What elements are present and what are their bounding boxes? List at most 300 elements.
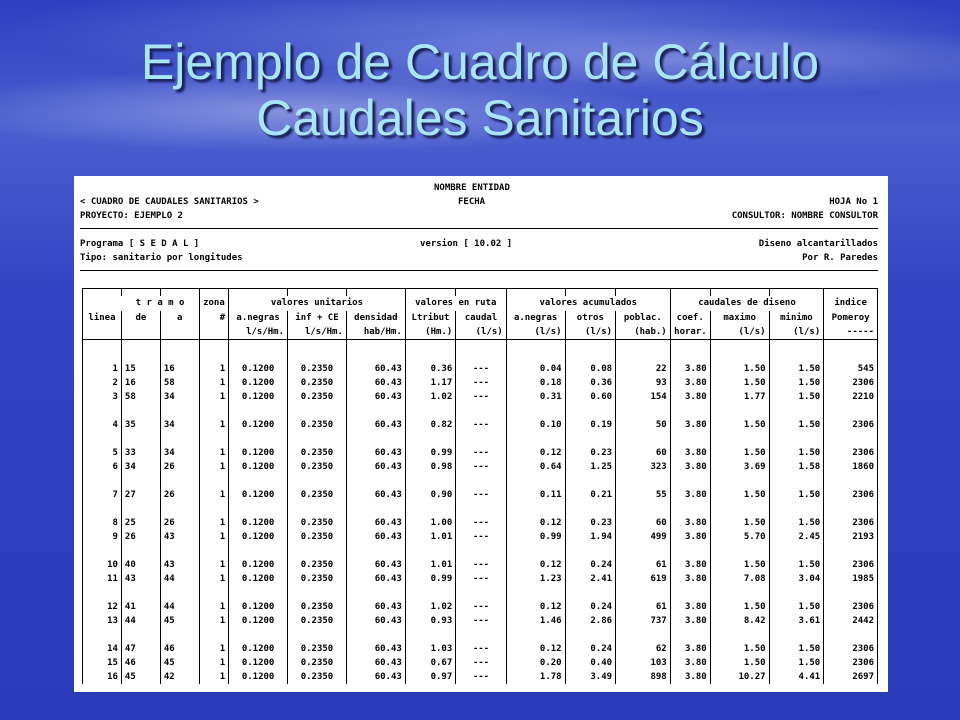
table-cell: 0.36 <box>565 376 615 390</box>
group-header-zona: zona <box>199 296 228 311</box>
table-cell: 41 <box>121 600 160 614</box>
table-cell: 1.50 <box>710 642 769 656</box>
table-cell <box>160 544 199 558</box>
table-cell: (l/s) <box>506 325 565 340</box>
table-cell: 0.97 <box>405 670 455 684</box>
table-row <box>83 642 878 656</box>
table-cell <box>616 502 671 516</box>
table-cell: 154 <box>616 390 671 404</box>
table-cell <box>346 474 405 488</box>
table-cell: 0.98 <box>405 460 455 474</box>
table-cell: 2306 <box>824 488 878 502</box>
table-cell: --- <box>456 642 506 656</box>
table-cell: --- <box>456 362 506 376</box>
table-cell <box>769 340 824 349</box>
table-cell: 1.50 <box>710 376 769 390</box>
table-cell <box>670 628 710 642</box>
table-cell: 26 <box>121 530 160 544</box>
table-cell: 2306 <box>824 516 878 530</box>
table-cell: 45 <box>160 656 199 670</box>
table-cell: 60.43 <box>346 418 405 432</box>
table-cell <box>199 432 228 446</box>
blank-row <box>83 348 878 362</box>
table-cell <box>616 340 671 349</box>
table-cell: 0.18 <box>506 376 565 390</box>
table-cell: 2306 <box>824 600 878 614</box>
table-cell <box>710 628 769 642</box>
table-row <box>83 362 878 376</box>
table-cell: 0.04 <box>506 362 565 376</box>
table-cell: caudal <box>456 311 506 325</box>
table-cell: --- <box>456 600 506 614</box>
table-cell <box>824 628 878 642</box>
table-cell <box>83 586 122 600</box>
table-cell <box>824 348 878 362</box>
table-cell <box>670 474 710 488</box>
table-cell <box>616 628 671 642</box>
table-cell <box>288 628 347 642</box>
table-cell: 60.43 <box>346 516 405 530</box>
table-cell: 0.99 <box>506 530 565 544</box>
table-cell <box>710 348 769 362</box>
table-cell: --- <box>456 446 506 460</box>
table-cell: 16 <box>121 376 160 390</box>
table-cell: 2306 <box>824 418 878 432</box>
table-cell <box>456 586 506 600</box>
table-cell: 0.60 <box>565 390 615 404</box>
table-cell: horar. <box>670 325 710 340</box>
table-cell: 1.50 <box>769 516 824 530</box>
table-cell: 2.45 <box>769 530 824 544</box>
table-cell: 40 <box>121 558 160 572</box>
table-row <box>83 656 878 670</box>
table-cell <box>565 340 615 349</box>
table-row <box>83 418 878 432</box>
table-cell: 0.1200 <box>229 530 288 544</box>
table-cell: 60 <box>616 446 671 460</box>
table-cell: 45 <box>121 670 160 684</box>
table-cell: linea <box>83 311 122 325</box>
table-cell: 61 <box>616 558 671 572</box>
table-cell: 1 <box>199 516 228 530</box>
table-cell <box>670 432 710 446</box>
table-cell: 60.43 <box>346 376 405 390</box>
header-divider <box>80 228 878 229</box>
table-cell: 0.99 <box>405 572 455 586</box>
table-top-border <box>83 289 878 297</box>
table-cell: de <box>121 311 160 325</box>
table-cell <box>506 544 565 558</box>
table-row <box>83 460 878 474</box>
table-cell: 0.2350 <box>288 418 347 432</box>
table-cell: 26 <box>160 460 199 474</box>
table-cell: 1.50 <box>769 488 824 502</box>
table-cell: 1.77 <box>710 390 769 404</box>
table-cell: 0.21 <box>565 488 615 502</box>
table-cell: --- <box>456 614 506 628</box>
table-cell <box>229 502 288 516</box>
table-cell <box>199 404 228 418</box>
table-cell <box>670 348 710 362</box>
table-cell: 0.90 <box>405 488 455 502</box>
table-cell <box>346 544 405 558</box>
entity-name: NOMBRE ENTIDAD <box>434 183 510 193</box>
table-cell <box>456 628 506 642</box>
table-cell: 0.23 <box>565 516 615 530</box>
table-cell: 545 <box>824 362 878 376</box>
table-cell: 34 <box>160 418 199 432</box>
table-cell: 11 <box>83 572 122 586</box>
table-cell <box>565 432 615 446</box>
table-cell: 8.42 <box>710 614 769 628</box>
group-header-row <box>83 296 878 311</box>
group-header-indice: indice <box>824 296 878 311</box>
table-cell: 16 <box>160 362 199 376</box>
table-cell <box>121 348 160 362</box>
table-cell: 22 <box>616 362 671 376</box>
table-cell: (l/s) <box>565 325 615 340</box>
table-cell <box>506 340 565 349</box>
table-cell <box>199 502 228 516</box>
blank-row <box>83 586 878 600</box>
table-cell <box>83 474 122 488</box>
table-cell: Pomeroy <box>824 311 878 325</box>
table-cell <box>824 432 878 446</box>
table-cell <box>506 348 565 362</box>
table-cell <box>121 404 160 418</box>
table-cell: 44 <box>121 614 160 628</box>
table-cell: 60 <box>616 516 671 530</box>
table-cell: 0.20 <box>506 656 565 670</box>
table-cell: 619 <box>616 572 671 586</box>
table-cell <box>616 586 671 600</box>
table-cell: 0.12 <box>506 516 565 530</box>
author-name: Por R. Paredes <box>802 253 878 263</box>
table-cell: 1.50 <box>710 362 769 376</box>
table-cell: 0.12 <box>506 446 565 460</box>
table-cell: 25 <box>121 516 160 530</box>
table-cell <box>565 348 615 362</box>
table-cell: 0.1200 <box>229 418 288 432</box>
table-cell <box>565 474 615 488</box>
table-cell <box>769 628 824 642</box>
table-cell: 0.82 <box>405 418 455 432</box>
table-cell: 3.80 <box>670 642 710 656</box>
table-cell <box>83 544 122 558</box>
table-cell <box>710 404 769 418</box>
table-cell <box>229 432 288 446</box>
table-cell: 0.93 <box>405 614 455 628</box>
table-cell: 12 <box>83 600 122 614</box>
table-cell: (l/s) <box>456 325 506 340</box>
table-row <box>83 558 878 572</box>
table-cell <box>769 348 824 362</box>
blank-row <box>83 404 878 418</box>
table-cell <box>121 325 160 340</box>
table-cell: 60.43 <box>346 362 405 376</box>
table-cell: 3.80 <box>670 390 710 404</box>
table-row <box>83 516 878 530</box>
table-cell: 46 <box>160 642 199 656</box>
table-cell: 1.50 <box>710 446 769 460</box>
document-name: < CUADRO DE CAUDALES SANITARIOS > <box>80 197 259 207</box>
table-cell <box>670 544 710 558</box>
table-cell: 1 <box>199 446 228 460</box>
table-cell: 2306 <box>824 376 878 390</box>
table-cell: 0.2350 <box>288 600 347 614</box>
table-cell <box>83 340 122 349</box>
table-cell: 0.64 <box>506 460 565 474</box>
table-cell <box>229 628 288 642</box>
program-purpose: Diseno alcantarillados <box>758 239 878 249</box>
table-cell: 1.50 <box>769 558 824 572</box>
table-cell: 7.08 <box>710 572 769 586</box>
table-cell: 0.12 <box>506 642 565 656</box>
table-cell <box>229 586 288 600</box>
table-cell: --- <box>456 558 506 572</box>
consultant-name: CONSULTOR: NOMBRE CONSULTOR <box>731 211 878 221</box>
table-cell <box>121 474 160 488</box>
table-row <box>83 488 878 502</box>
table-cell <box>769 432 824 446</box>
table-cell <box>506 628 565 642</box>
table-cell: 3.80 <box>670 376 710 390</box>
table-cell: 44 <box>160 600 199 614</box>
table-cell <box>121 502 160 516</box>
table-cell: 0.99 <box>405 446 455 460</box>
table-cell: 33 <box>121 446 160 460</box>
table-cell: 0.2350 <box>288 656 347 670</box>
table-cell: 45 <box>160 614 199 628</box>
table-cell <box>160 502 199 516</box>
table-cell <box>710 474 769 488</box>
table-row <box>83 572 878 586</box>
flow-table <box>82 288 878 684</box>
table-cell <box>288 340 347 349</box>
table-cell: 1.50 <box>710 558 769 572</box>
table-cell: 14 <box>83 642 122 656</box>
table-cell: 3.80 <box>670 446 710 460</box>
group-header-acumulados: valores acumulados <box>506 296 670 311</box>
table-cell: 1 <box>199 614 228 628</box>
slide-title-line2: Caudales Sanitarios <box>256 90 704 146</box>
table-cell <box>824 586 878 600</box>
table-cell: 0.1200 <box>229 376 288 390</box>
blank-row <box>83 432 878 446</box>
table-cell <box>121 586 160 600</box>
sheet-number: HOJA No 1 <box>829 197 878 207</box>
table-cell <box>456 502 506 516</box>
table-cell <box>83 502 122 516</box>
table-row <box>83 530 878 544</box>
table-cell: 3.80 <box>670 460 710 474</box>
table-cell: poblac. <box>616 311 671 325</box>
table-cell: 1.50 <box>710 656 769 670</box>
table-cell: 43 <box>160 530 199 544</box>
group-header-diseno: caudales de diseno <box>670 296 824 311</box>
table-cell: 3.04 <box>769 572 824 586</box>
table-cell: 5.70 <box>710 530 769 544</box>
table-cell: 2306 <box>824 642 878 656</box>
table-cell: 1 <box>199 418 228 432</box>
table-cell <box>405 404 455 418</box>
table-cell: 60.43 <box>346 614 405 628</box>
table-cell <box>288 432 347 446</box>
table-cell: 2306 <box>824 656 878 670</box>
table-row <box>83 614 878 628</box>
table-cell: 0.2350 <box>288 376 347 390</box>
table-cell <box>616 432 671 446</box>
table-cell: 60.43 <box>346 656 405 670</box>
table-cell: (Hm.) <box>405 325 455 340</box>
header-separator-row <box>83 340 878 349</box>
table-cell <box>405 340 455 349</box>
table-cell <box>506 586 565 600</box>
table-cell <box>565 544 615 558</box>
table-cell <box>824 502 878 516</box>
table-cell: 27 <box>121 488 160 502</box>
table-cell: 2193 <box>824 530 878 544</box>
table-cell <box>769 586 824 600</box>
table-cell: 0.2350 <box>288 390 347 404</box>
table-cell: 1 <box>83 362 122 376</box>
slide-title-line1: Ejemplo de Cuadro de Cálculo <box>140 34 820 90</box>
table-cell: 103 <box>616 656 671 670</box>
table-cell: 3.80 <box>670 614 710 628</box>
table-cell: 0.2350 <box>288 530 347 544</box>
table-cell <box>710 586 769 600</box>
table-cell: 0.2350 <box>288 488 347 502</box>
table-cell: 0.1200 <box>229 362 288 376</box>
table-cell: 0.36 <box>405 362 455 376</box>
table-cell: 2210 <box>824 390 878 404</box>
table-cell <box>83 628 122 642</box>
table-cell: 1.50 <box>769 376 824 390</box>
table-cell: 0.24 <box>565 600 615 614</box>
table-cell: 3 <box>83 390 122 404</box>
table-cell: minimo <box>769 311 824 325</box>
table-cell: 1 <box>199 460 228 474</box>
table-cell <box>670 502 710 516</box>
table-cell: --- <box>456 376 506 390</box>
table-cell: 60.43 <box>346 670 405 684</box>
table-cell: 1.25 <box>565 460 615 474</box>
table-cell <box>456 474 506 488</box>
table-cell: hab/Hm. <box>346 325 405 340</box>
table-row <box>83 390 878 404</box>
table-cell: 0.1200 <box>229 558 288 572</box>
table-cell: 3.80 <box>670 600 710 614</box>
table-cell: 4.41 <box>769 670 824 684</box>
table-cell <box>824 404 878 418</box>
table-cell: 0.1200 <box>229 670 288 684</box>
table-cell <box>288 502 347 516</box>
table-cell: 1.01 <box>405 530 455 544</box>
table-cell: 0.1200 <box>229 572 288 586</box>
table-cell: 0.08 <box>565 362 615 376</box>
table-cell: 1.00 <box>405 516 455 530</box>
table-cell <box>456 544 506 558</box>
table-cell: 43 <box>121 572 160 586</box>
table-cell <box>405 348 455 362</box>
table-cell <box>121 628 160 642</box>
table-cell: 61 <box>616 600 671 614</box>
table-cell <box>616 348 671 362</box>
table-cell: 60.43 <box>346 530 405 544</box>
table-cell: 0.2350 <box>288 572 347 586</box>
table-cell: 0.2350 <box>288 614 347 628</box>
table-cell <box>769 544 824 558</box>
table-cell <box>565 586 615 600</box>
table-cell: 0.23 <box>565 446 615 460</box>
table-cell <box>288 544 347 558</box>
table-cell: 3.80 <box>670 656 710 670</box>
table-cell: 0.2350 <box>288 362 347 376</box>
table-cell <box>160 628 199 642</box>
table-cell: --- <box>456 460 506 474</box>
table-cell <box>710 340 769 349</box>
table-cell: 0.10 <box>506 418 565 432</box>
table-cell <box>160 474 199 488</box>
table-cell: 2.41 <box>565 572 615 586</box>
program-version: version [ 10.02 ] <box>420 239 513 249</box>
table-cell <box>565 502 615 516</box>
table-cell: coef. <box>670 311 710 325</box>
table-cell: 1 <box>199 656 228 670</box>
table-cell: inf + CE <box>288 311 347 325</box>
blank-row <box>83 502 878 516</box>
table-cell: 1.50 <box>710 488 769 502</box>
table-cell <box>506 474 565 488</box>
table-cell: 0.1200 <box>229 460 288 474</box>
table-cell <box>824 340 878 349</box>
table-cell: 0.12 <box>506 600 565 614</box>
table-cell <box>565 404 615 418</box>
table-cell <box>229 340 288 349</box>
table-cell: 3.61 <box>769 614 824 628</box>
table-cell: 60.43 <box>346 390 405 404</box>
table-cell: 8 <box>83 516 122 530</box>
table-cell: 46 <box>121 656 160 670</box>
table-cell: (l/s) <box>710 325 769 340</box>
table-cell <box>160 348 199 362</box>
table-cell: (l/s) <box>769 325 824 340</box>
table-cell: 737 <box>616 614 671 628</box>
table-cell <box>616 474 671 488</box>
column-header-row <box>83 311 878 325</box>
table-cell: 15 <box>121 362 160 376</box>
table-cell <box>199 628 228 642</box>
table-cell: otros <box>565 311 615 325</box>
table-cell: # <box>199 311 228 325</box>
group-header-tramo: t r a m o <box>121 296 199 311</box>
table-cell: 1.50 <box>769 362 824 376</box>
table-cell: 10 <box>83 558 122 572</box>
table-cell <box>456 348 506 362</box>
project-name: PROYECTO: EJEMPLO 2 <box>80 211 183 221</box>
table-cell: 1.50 <box>769 642 824 656</box>
table-cell: 1.50 <box>769 390 824 404</box>
table-cell: --- <box>456 530 506 544</box>
table-cell: 55 <box>616 488 671 502</box>
table-cell <box>710 432 769 446</box>
table-cell <box>710 544 769 558</box>
table-cell <box>405 628 455 642</box>
table-row <box>83 446 878 460</box>
table-cell <box>405 586 455 600</box>
table-cell: 1.50 <box>710 600 769 614</box>
table-cell: 323 <box>616 460 671 474</box>
